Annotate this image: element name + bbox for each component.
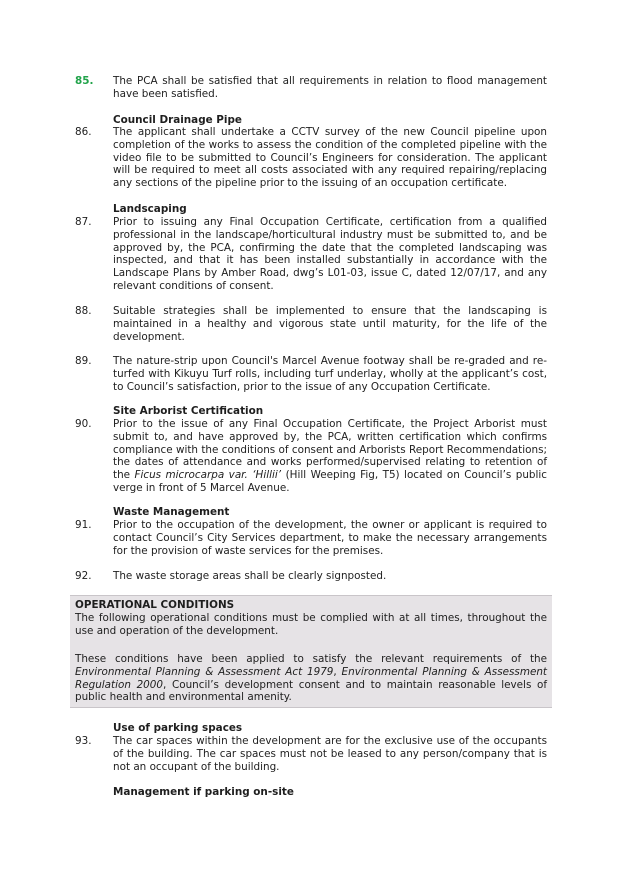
condition-number: 90. — [75, 418, 92, 430]
condition-text: Prior to the occupation of the development, the owner or applicant is required to contact Council’s City Services department, to make the necessary arrangements for the provision of waste services for the premises. — [113, 519, 547, 557]
condition-text — [113, 418, 547, 495]
condition-text: Suitable strategies shall be implemented to ensure that the landscaping is maintained in a healthy and vigorous state until maturity, for the life of the development. — [113, 305, 547, 343]
purpose-text-part: , Council’s development consent and to maintain reasonable levels of public health and environmental amenity. — [75, 678, 548, 704]
condition-91 — [75, 519, 547, 557]
condition-number: 88. — [75, 305, 92, 317]
regulation-title: Environmental Planning & Assessment Regulation 2000 — [75, 665, 548, 691]
condition-text-part: Prior to the issue of any Final Occupation Certificate, the Project Arborist must submit to, and have approved by, the PCA, written certification which confirms compliance with the conditions of consent and Arborists Report Recommendations; the dates of attendance and works performed/supervised relating to retention of the — [113, 418, 547, 482]
species-name: Ficus microcarpa var. ‘Hillii’ — [134, 469, 282, 482]
heading-landscaping: Landscaping — [113, 203, 187, 215]
condition-89 — [75, 355, 547, 393]
condition-text: The car spaces within the development are for the exclusive use of the occupants of the building. The car spaces must not be leased to any person/company that is not an occupant of the building. — [113, 735, 547, 773]
condition-number: 87. — [75, 216, 92, 228]
condition-text-part: (Hill Weeping Fig, T5) located on Council’s public verge in front of 5 Marcel Avenue. — [113, 469, 548, 494]
condition-86 — [75, 126, 547, 190]
condition-number: 86. — [75, 126, 92, 138]
condition-number: 91. — [75, 519, 92, 531]
condition-93 — [75, 735, 547, 773]
heading-management-if-parking-on-site: Management if parking on-site — [113, 786, 294, 798]
purpose-text-part: These conditions have been applied to satisfy the relevant requirements of the — [75, 653, 547, 665]
heading-council-drainage-pipe: Council Drainage Pipe — [113, 114, 242, 126]
condition-text: The nature-strip upon Council's Marcel Avenue footway shall be re-graded and re-turfed with Kikuyu Turf rolls, including turf underlay, wholly at the applicant’s cost, to Council’s satisfaction, prior to the issue of any Occupation Certificate. — [113, 355, 547, 393]
condition-text: The applicant shall undertake a CCTV survey of the new Council pipeline upon completion of the works to assess the condition of the completed pipeline with the video file to be submitted to Council’s Engineers for consideration. The applicant will be required to meet all costs associated with any required repairing/replacing any sections of the pipeline prior to the issuing of an occupation certificate. — [113, 126, 547, 190]
condition-number: 85. — [75, 75, 94, 87]
condition-92 — [75, 570, 547, 583]
heading-use-of-parking-spaces: Use of parking spaces — [113, 722, 243, 734]
operational-conditions-title: OPERATIONAL CONDITIONS — [75, 599, 235, 611]
operational-conditions-purpose — [75, 653, 547, 704]
condition-90 — [75, 418, 547, 495]
condition-85 — [75, 75, 547, 101]
heading-site-arborist-certification: Site Arborist Certification — [113, 405, 264, 417]
condition-87 — [75, 216, 547, 293]
condition-number: 92. — [75, 570, 92, 582]
operational-conditions-box — [70, 595, 552, 708]
purpose-text-part: , — [333, 665, 342, 678]
condition-text: The waste storage areas shall be clearly signposted. — [113, 570, 387, 582]
condition-number: 93. — [75, 735, 92, 747]
condition-88 — [75, 305, 547, 343]
act-title: Environmental Planning & Assessment Act 1979 — [75, 665, 334, 678]
condition-text: Prior to issuing any Final Occupation Certificate, certification from a qualified professional in the landscape/horticultural industry must be submitted to, and be approved by, the PCA, confirming the date that the completed landscaping was inspected, and that it has been installed substantially in accordance with the Landscape Plans by Amber Road, dwg’s L01-03, issue C, dated 12/07/17, and any relevant conditions of consent. — [113, 216, 547, 292]
operational-conditions-intro: The following operational conditions must be complied with at all times, throughout the use and operation of the development. — [75, 612, 547, 637]
condition-text: The PCA shall be satisfied that all requirements in relation to flood management have been satisfied. — [113, 75, 547, 100]
heading-waste-management: Waste Management — [113, 506, 230, 518]
condition-number: 89. — [75, 355, 92, 367]
